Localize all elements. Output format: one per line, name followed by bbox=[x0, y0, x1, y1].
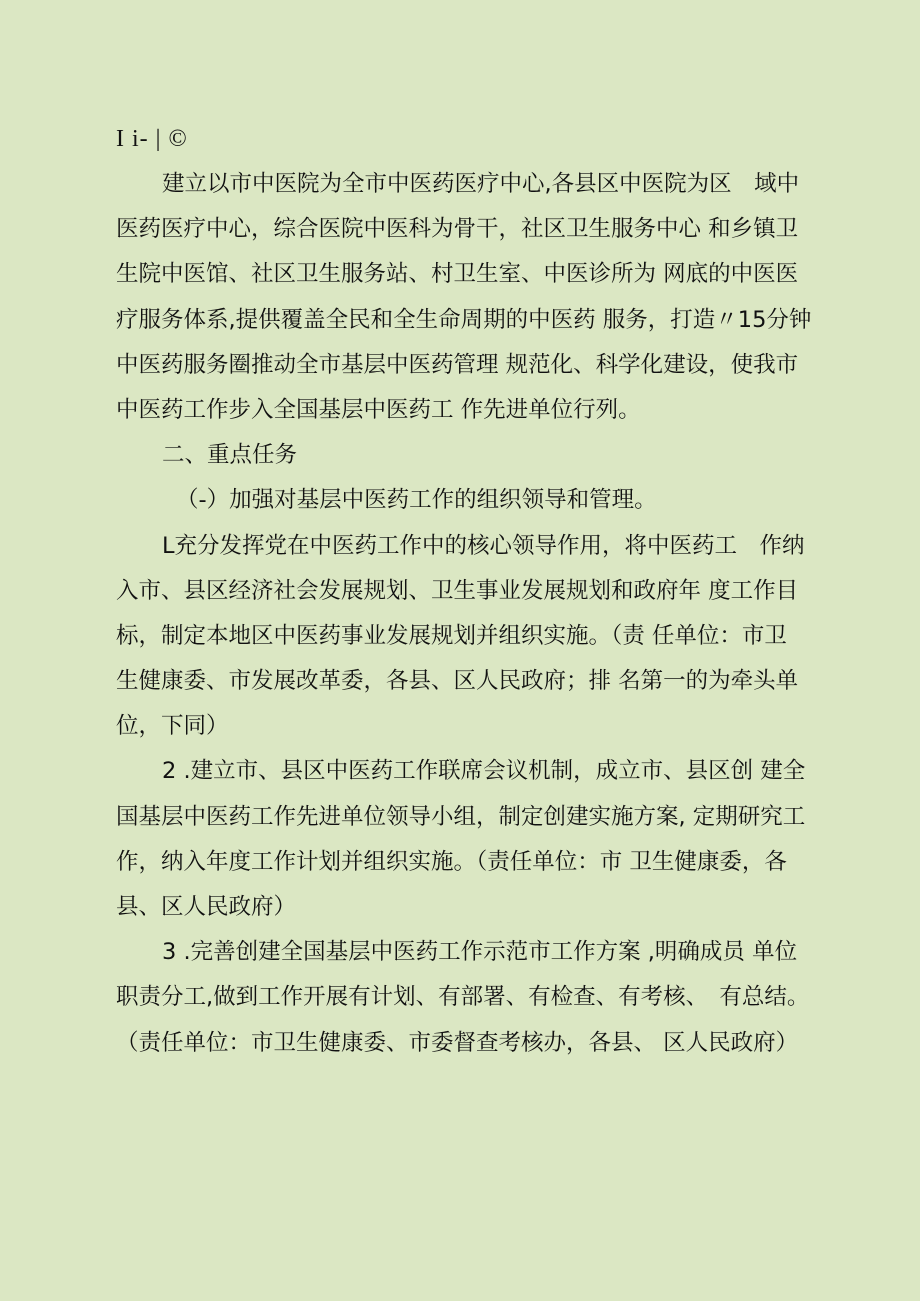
document-body bbox=[116, 162, 816, 1066]
paragraph-line: 中医药服务圈推动全市基层中医药管理 规范化、科学化建设，使我市 bbox=[116, 351, 799, 378]
paragraph-line: 中医药工作步入全国基层中医药工 作先进单位行列。 bbox=[116, 396, 641, 423]
paragraph-line: 位，下同） bbox=[116, 713, 229, 740]
paragraph-line: 疗服务体系,提供覆盖全民和全生命周期的中医药 服务，打造〃15分钟 bbox=[116, 306, 812, 333]
paragraph-line: 2 .建立市、县区中医药工作联席会议机制，成立市、县区创 建全 bbox=[162, 758, 806, 785]
paragraph-line: （责任单位：市卫生健康委、市委督查考核办，各县、 区人民政府） bbox=[116, 1029, 799, 1056]
paragraph-line: 医药医疗中心，综合医院中医科为骨干，社区卫生服务中心 和乡镇卫 bbox=[116, 216, 799, 243]
subsection-heading: （-）加强对基层中医药工作的组织领导和管理。 bbox=[176, 487, 657, 514]
paragraph-line: 生院中医馆、社区卫生服务站、村卫生室、中医诊所为 网底的中医医 bbox=[116, 261, 799, 288]
header-mark: I i- | © bbox=[116, 126, 188, 152]
paragraph-line: 生健康委、市发展改革委，各县、区人民政府；排 名第一的为牵头单 bbox=[116, 668, 799, 695]
paragraph-line: L充分发挥党在中医药工作中的核心领导作用，将中医药工 作纳 bbox=[162, 532, 805, 559]
paragraph-line: 标，制定本地区中医药事业发展规划并组织实施。（责 任单位：市卫 bbox=[116, 622, 787, 649]
paragraph-line: 国基层中医药工作先进单位领导小组，制定创建实施方案, 定期研究工 bbox=[116, 803, 806, 830]
paragraph-line: 职责分工,做到工作开展有计划、有部署、有检查、有考核、 有总结。 bbox=[116, 984, 810, 1011]
section-heading: 二、重点任务 bbox=[162, 442, 298, 469]
paragraph-line: 作，纳入年度工作计划并组织实施。（责任单位：市 卫生健康委，各 bbox=[116, 848, 787, 875]
paragraph-line: 县、区人民政府） bbox=[116, 894, 297, 920]
paragraph-line: 入市、县区经济社会发展规划、卫生事业发展规划和政府年 度工作目 bbox=[116, 577, 799, 604]
paragraph-line: 3 .完善创建全国基层中医药工作示范市工作方案 ,明确成员 单位 bbox=[162, 939, 798, 966]
paragraph-line: 建立以市中医院为全市中医药医疗中心,各县区中医院为区 域中 bbox=[162, 171, 800, 197]
